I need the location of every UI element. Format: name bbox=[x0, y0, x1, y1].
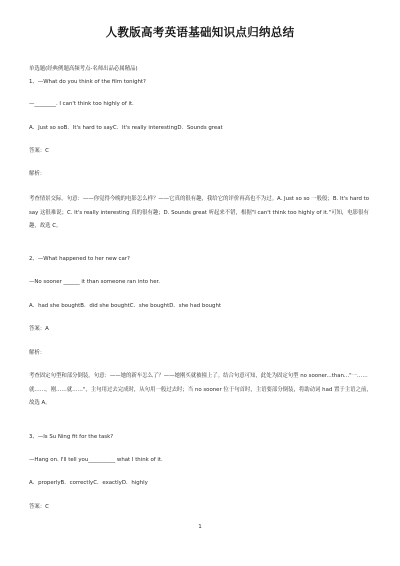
section-heading: 单选题(经典例题高频考点-名师出品必属精品) bbox=[29, 66, 138, 72]
question-1-stem: 1、—What do you think of the film tonight? bbox=[29, 79, 146, 85]
question-3-stem: 3、—Is Su Ning fit for the task? bbox=[29, 434, 114, 440]
document-title: 人教版高考英语基础知识点归纳总结 bbox=[105, 25, 295, 39]
question-3-options: A．properlyB．correctlyC．exactlyD．highly bbox=[29, 480, 148, 486]
page-number: 1 bbox=[198, 524, 202, 530]
question-2-answer: 答案：A bbox=[29, 326, 49, 332]
question-2-options: A．had she boughtB．did she boughtC．she boughtD．she had bought bbox=[29, 303, 222, 309]
question-2-reply: —No sooner ______ it than someone ran into her. bbox=[29, 279, 160, 285]
question-1-analysis: 考查情景交际。句意：——你觉得今晚的电影怎么样？——它真的很有趣，我给它的评价再高也不为过。A. Just so so 一般般；B. It's hard to say 这很难说；C. It's really interesting 真的很有趣；D. Sounds great 听起来不错，根据"I can't think too highly of it."可知，电影很有趣，故选 C。 bbox=[29, 196, 370, 229]
question-2-analysis: 考查固定句型和部分倒装。句意：——她的新车怎么了？——她刚买就被撞上了。结合句意可知，此处为固定句型 no sooner...than..."一……就……，刚……就……"，主句用过去完成时，从句用一般过去时；当 no sooner 位于句首时，主语要部分倒装，将助动词 had 置于主语之前，故选 A。 bbox=[29, 373, 372, 406]
question-1-answer: 答案：C bbox=[29, 148, 49, 154]
question-1-options: A．Just so soB．It's hard to sayC．It's really interestingD．Sounds great bbox=[29, 125, 223, 131]
question-2-analysis-label: 解析： bbox=[29, 350, 46, 356]
question-1-analysis-label: 解析： bbox=[29, 171, 46, 177]
question-2-stem: 2、—What happened to her new car? bbox=[29, 256, 130, 262]
question-3-answer: 答案：C bbox=[29, 504, 49, 510]
question-1-reply: —________. I can't think too highly of it. bbox=[29, 101, 134, 107]
question-3-reply: —Hang on. I'll tell you__________ what I think of it. bbox=[29, 457, 163, 463]
